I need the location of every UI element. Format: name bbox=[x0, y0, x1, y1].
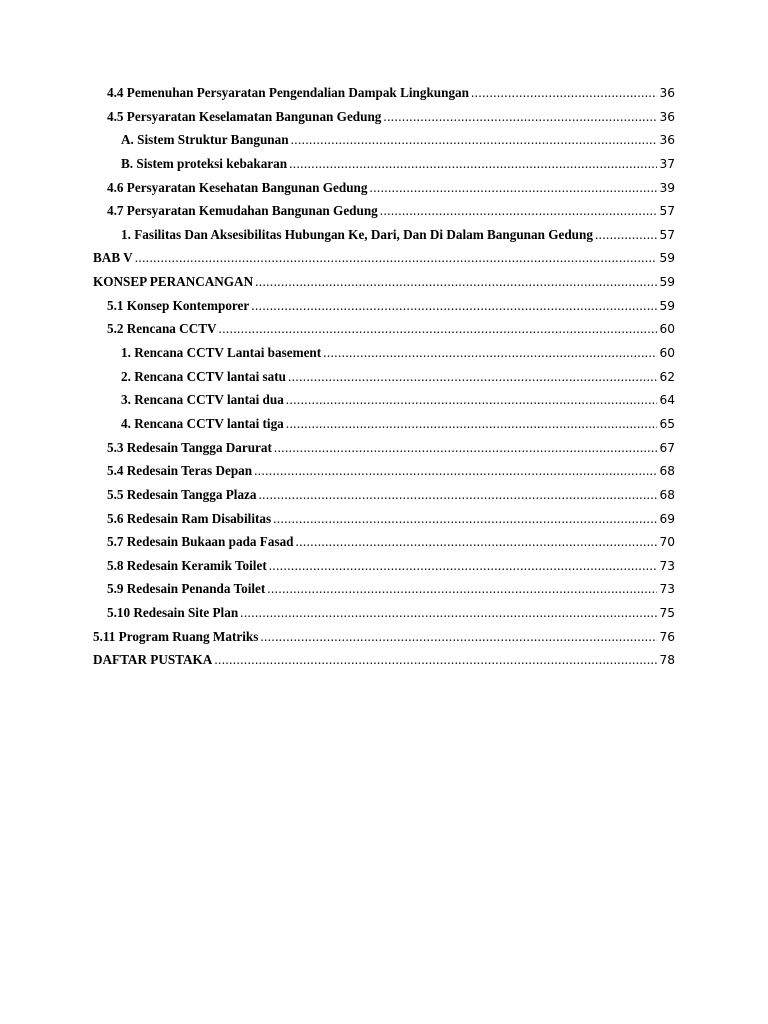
toc-dot-leader bbox=[254, 463, 657, 479]
toc-entry[interactable] bbox=[93, 487, 675, 511]
toc-entry[interactable] bbox=[93, 345, 675, 369]
toc-entry[interactable] bbox=[93, 227, 675, 251]
toc-dot-leader bbox=[274, 440, 657, 456]
toc-page-number: 57 bbox=[659, 227, 675, 242]
toc-entry-title: 5.5 Redesain Tangga Plaza bbox=[107, 486, 257, 502]
toc-page-number: 68 bbox=[659, 464, 675, 479]
toc-dot-leader bbox=[269, 558, 657, 574]
toc-entry-title: 4.5 Persyaratan Keselamatan Bangunan Gedung bbox=[107, 108, 382, 124]
toc-entry-title: 5.7 Redesain Bukaan pada Fasad bbox=[107, 534, 294, 550]
toc-page-number: 70 bbox=[659, 535, 675, 550]
toc-entry[interactable] bbox=[93, 440, 675, 464]
toc-page-number: 36 bbox=[659, 109, 675, 124]
toc-page-number: 64 bbox=[659, 393, 675, 408]
toc-dot-leader bbox=[291, 132, 657, 148]
toc-entry[interactable] bbox=[93, 321, 675, 345]
toc-dot-leader bbox=[260, 629, 657, 645]
toc-dot-leader bbox=[370, 180, 658, 196]
toc-dot-leader bbox=[240, 605, 657, 621]
toc-page-number: 57 bbox=[659, 204, 675, 219]
toc-entry[interactable] bbox=[93, 274, 675, 298]
toc-dot-leader bbox=[219, 321, 657, 337]
toc-entry[interactable] bbox=[93, 392, 675, 416]
toc-dot-leader bbox=[258, 487, 657, 503]
toc-page-number: 69 bbox=[659, 511, 675, 526]
toc-entry-title: 4.6 Persyaratan Kesehatan Bangunan Gedung bbox=[107, 179, 368, 195]
toc-page-number: 37 bbox=[659, 156, 675, 171]
toc-entry[interactable] bbox=[93, 132, 675, 156]
toc-dot-leader bbox=[135, 250, 657, 266]
toc-dot-leader bbox=[267, 581, 657, 597]
toc-entry-title: A. Sistem Struktur Bangunan bbox=[121, 132, 289, 148]
toc-dot-leader bbox=[380, 203, 657, 219]
toc-dot-leader bbox=[289, 156, 657, 172]
toc-page-number: 78 bbox=[659, 653, 675, 668]
toc-entry-title: BAB V bbox=[93, 250, 133, 266]
toc-page-number: 65 bbox=[659, 416, 675, 431]
toc-entry-title: 5.4 Redesain Teras Depan bbox=[107, 463, 253, 479]
toc-entry[interactable] bbox=[93, 463, 675, 487]
toc-entry-title: 2. Rencana CCTV lantai satu bbox=[121, 368, 286, 384]
toc-entry[interactable] bbox=[93, 605, 675, 629]
toc-dot-leader bbox=[288, 369, 657, 385]
toc-entry-title: 5.10 Redesain Site Plan bbox=[107, 605, 239, 621]
toc-page-number: 59 bbox=[659, 298, 675, 313]
toc-entry-title: B. Sistem proteksi kebakaran bbox=[121, 155, 288, 171]
toc-page-number: 59 bbox=[659, 275, 675, 290]
toc-dot-leader bbox=[255, 274, 657, 290]
toc-page-number: 36 bbox=[659, 133, 675, 148]
toc-entry[interactable] bbox=[93, 511, 675, 535]
toc-page-number: 67 bbox=[659, 440, 675, 455]
toc-dot-leader bbox=[323, 345, 657, 361]
toc-entry[interactable] bbox=[93, 109, 675, 133]
toc-entry[interactable] bbox=[93, 203, 675, 227]
toc-dot-leader bbox=[471, 85, 657, 101]
toc-entry-title: 5.6 Redesain Ram Disabilitas bbox=[107, 510, 272, 526]
toc-entry[interactable] bbox=[93, 534, 675, 558]
toc-entry-title: 5.11 Program Ruang Matriks bbox=[93, 628, 259, 644]
toc-entry-title: 4. Rencana CCTV lantai tiga bbox=[121, 415, 284, 431]
toc-dot-leader bbox=[273, 511, 657, 527]
toc-entry-title: DAFTAR PUSTAKA bbox=[93, 652, 213, 668]
toc-page-number: 73 bbox=[659, 582, 675, 597]
toc-entry[interactable] bbox=[93, 652, 675, 676]
toc-entry-title: 1. Fasilitas Dan Aksesibilitas Hubungan Ke, Dari, Dan Di Dalam Bangunan Gedung bbox=[121, 226, 593, 242]
toc-entry-title: 5.9 Redesain Penanda Toilet bbox=[107, 581, 266, 597]
toc-page-number: 60 bbox=[659, 322, 675, 337]
toc-page-number: 39 bbox=[659, 180, 675, 195]
toc-page-number: 62 bbox=[659, 369, 675, 384]
toc-entry-title: KONSEP PERANCANGAN bbox=[93, 274, 254, 290]
toc-entry-title: 5.8 Redesain Keramik Toilet bbox=[107, 557, 267, 573]
toc-page-number: 68 bbox=[659, 487, 675, 502]
toc-dot-leader bbox=[286, 392, 657, 408]
toc-entry[interactable] bbox=[93, 581, 675, 605]
toc-dot-leader bbox=[296, 534, 657, 550]
toc-page-number: 60 bbox=[659, 346, 675, 361]
toc-entry-title: 5.1 Konsep Kontemporer bbox=[107, 297, 250, 313]
toc-entry-title: 4.4 Pemenuhan Persyaratan Pengendalian Dampak Lingkungan bbox=[107, 85, 469, 100]
toc-dot-leader bbox=[251, 298, 657, 314]
toc-dot-leader bbox=[214, 652, 657, 668]
toc-entry[interactable] bbox=[93, 298, 675, 322]
toc-entry[interactable] bbox=[93, 558, 675, 582]
toc-entry[interactable] bbox=[93, 156, 675, 180]
toc-page-number: 59 bbox=[659, 251, 675, 266]
toc-entry-title: 5.3 Redesain Tangga Darurat bbox=[107, 439, 272, 455]
toc-entry-title: 5.2 Rencana CCTV bbox=[107, 321, 217, 337]
toc-dot-leader bbox=[286, 416, 657, 432]
toc-page-number: 76 bbox=[659, 629, 675, 644]
toc-dot-leader bbox=[383, 109, 657, 125]
table-of-contents bbox=[93, 85, 675, 676]
toc-page-number: 36 bbox=[659, 86, 675, 100]
toc-entry-title: 3. Rencana CCTV lantai dua bbox=[121, 392, 284, 408]
toc-entry[interactable] bbox=[93, 369, 675, 393]
toc-entry[interactable] bbox=[93, 416, 675, 440]
toc-entry-title: 4.7 Persyaratan Kemudahan Bangunan Gedung bbox=[107, 203, 378, 219]
toc-page-number: 73 bbox=[659, 558, 675, 573]
toc-entry[interactable] bbox=[93, 85, 675, 109]
toc-page-number: 75 bbox=[659, 606, 675, 621]
toc-entry-title: 1. Rencana CCTV Lantai basement bbox=[121, 345, 322, 361]
toc-dot-leader bbox=[595, 227, 657, 243]
toc-entry[interactable] bbox=[93, 250, 675, 274]
toc-entry[interactable] bbox=[93, 180, 675, 204]
toc-entry[interactable] bbox=[93, 629, 675, 653]
